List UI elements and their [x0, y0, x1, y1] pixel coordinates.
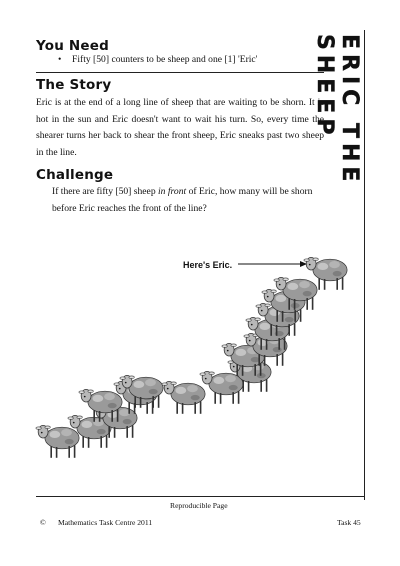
side-title: ERIC THE SHEEP	[312, 34, 362, 187]
sheep-icon	[228, 359, 271, 391]
sheep-icon	[222, 343, 265, 375]
challenge-emphasis: in front	[158, 186, 187, 197]
sheep-icon	[246, 317, 289, 349]
sheep-icon	[244, 333, 287, 365]
sheep-icon	[36, 425, 79, 457]
you-need-bullet: •	[58, 54, 62, 65]
sheep-icon	[94, 405, 137, 437]
challenge-text	[52, 184, 322, 217]
challenge-text-after: of Eric, how many will be shorn before Eric reaches the front of the line?	[52, 186, 313, 214]
story-text: Eric is at the end of a long line of sheep that are waiting to be shorn. It is hot in the sun and Eric doesn't want to wait his turn. So, every time the shearer turns her back to shear the front sheep, Eric sneaks past two sheep in the line.	[36, 97, 324, 158]
footer-reproducible: Reproducible Page	[170, 501, 228, 510]
you-need-divider	[36, 72, 324, 73]
arrow-right-icon	[238, 261, 307, 267]
eric-caption: Here's Eric.	[183, 260, 233, 270]
sheep-icon	[114, 381, 157, 413]
you-need-item: Fifty [50] counters to be sheep and one [1] 'Eric'	[72, 54, 258, 65]
sheep-icon	[79, 389, 122, 421]
footer-task-number: Task 45	[337, 518, 361, 527]
footer-copyright-symbol: ©	[40, 518, 46, 527]
sheep-icon	[256, 303, 299, 335]
sheep-icon	[120, 375, 163, 407]
challenge-text-before: If there are fifty [50] sheep	[52, 186, 159, 197]
you-need-heading: You Need	[36, 38, 109, 54]
sheep-icon	[262, 289, 305, 321]
sheep-icon	[274, 277, 317, 309]
sheep-icon	[162, 381, 205, 413]
story-heading: The Story	[36, 77, 112, 93]
sheep-icon	[68, 415, 111, 447]
footer-divider	[36, 496, 364, 497]
footer-credit: Mathematics Task Centre 2011	[58, 518, 153, 527]
side-divider	[364, 30, 365, 500]
challenge-heading: Challenge	[36, 167, 114, 183]
sheep-icon	[200, 371, 243, 403]
